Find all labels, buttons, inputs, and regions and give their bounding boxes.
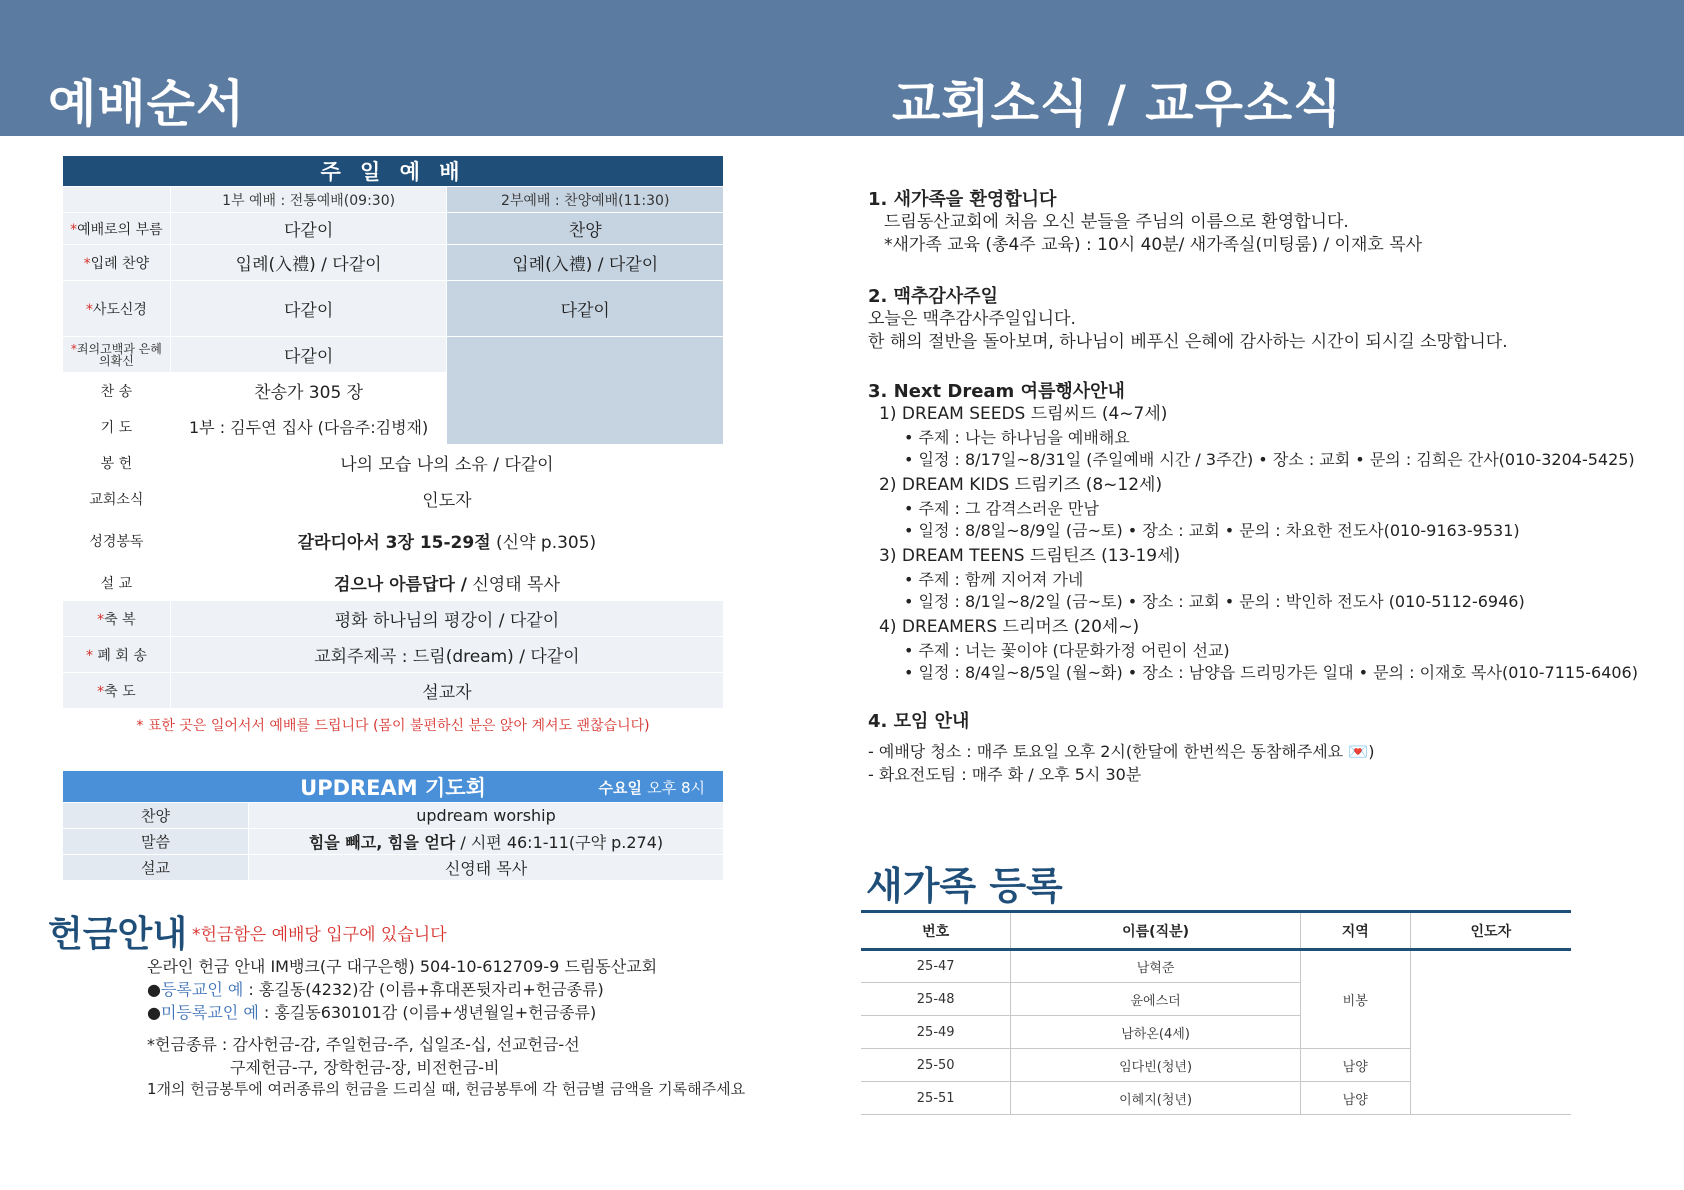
row-label: *축 도 — [63, 673, 171, 709]
second-service-cell: 입례(入禮) / 다같이 — [447, 245, 724, 281]
offering-types-cont: 구제헌금-구, 장학헌금-장, 비전헌금-비 — [230, 1058, 500, 1077]
both-services-cell: 나의 모습 나의 소유 / 다같이 — [170, 445, 723, 481]
news-section-4: 4. 모임 안내 - 예배당 청소 : 매주 토요일 오후 2시(한달에 한번씩은 동참해주세요 💌) - 화요전도팀 : 매주 화 / 오후 5시 30분 — [868, 711, 1375, 784]
both-services-cell: 교회주제곡 : 드림(dream) / 다같이 — [170, 637, 723, 673]
standing-note: * 표한 곳은 일어서서 예배를 드립니다 (몸이 불편하신 분은 앉아 계셔도 괜찮습니다) — [136, 718, 650, 734]
column-header: 이름(직분) — [1011, 912, 1300, 950]
event-name: 1) DREAM SEEDS 드림씨드 (4~7세) — [879, 404, 1168, 424]
updream-message-cell: 힘을 빼고, 힘을 얻다 / 시편 46:1-11(구약 p.274) — [249, 829, 724, 855]
updream-time: 수요일 오후 8시 — [598, 779, 705, 797]
section-heading: 1. 새가족을 환영합니다 — [868, 189, 1057, 210]
sunday-worship-table — [62, 155, 724, 709]
region-group-cell: 비봉 — [1300, 950, 1410, 1049]
table-row: 25-47 남혁준 비봉 — [861, 950, 1571, 983]
both-services-cell: 설교자 — [170, 673, 723, 709]
first-service-header: 1부 예배 : 전통예배(09:30) — [170, 187, 447, 213]
row-label: 말씀 — [63, 829, 249, 855]
section-heading: 4. 모임 안내 — [868, 711, 970, 732]
table-row: 25-48 윤에스더 — [861, 983, 1571, 1016]
updream-title: UPDREAM 기도회 — [300, 775, 486, 800]
updream-cell: updream worship — [249, 803, 724, 829]
worship-order-title: 예배순서 — [48, 75, 246, 133]
second-service-header: 2부예배 : 찬양예배(11:30) — [447, 187, 724, 213]
church-news-title: 교회소식 / 교우소식 — [892, 75, 1343, 133]
updream-header — [63, 771, 724, 803]
row-label: *사도신경 — [63, 281, 171, 337]
first-service-cell: 입례(入禮) / 다같이 — [170, 245, 447, 281]
sunday-worship-title: 주 일 예 배 — [63, 156, 724, 187]
first-service-cell: 다같이 — [170, 281, 447, 337]
event-name: 2) DREAM KIDS 드림키즈 (8~12세) — [879, 475, 1163, 495]
row-label: 봉 헌 — [63, 445, 171, 481]
row-label: *축 복 — [63, 601, 171, 637]
row-label: 찬양 — [63, 803, 249, 829]
news-section-1: 1. 새가족을 환영합니다 드림동산교회에 처음 오신 분들을 주님의 이름으로 환영합니다. *새가족 교육 (총4주 교육) : 10시 40분/ 새가족실(미팅룸) / 이재호 목사 — [868, 189, 1423, 255]
table-row: 25-49 남하온(4세) — [861, 1016, 1571, 1049]
first-service-cell: 1부 : 김두연 집사 (다음주:김병재) — [170, 409, 447, 445]
online-offering-info: 온라인 헌금 안내 IM뱅크(구 대구은행) 504-10-612709-9 드림동산교회 — [147, 957, 658, 976]
event-name: 4) DREAMERS 드리머즈 (20세~) — [879, 617, 1140, 637]
row-label: *죄의고백과 은혜의확신 — [63, 337, 171, 373]
offering-subtitle: *헌금함은 예배당 입구에 있습니다 — [192, 925, 447, 945]
updream-cell: 신영태 목사 — [249, 855, 724, 881]
second-service-cell: 찬양 — [447, 213, 724, 245]
registered-example: ●등록교인 예 : 홍길동(4232)감 (이름+휴대폰뒷자리+헌금종류) — [147, 980, 604, 999]
first-service-cell: 다같이 — [170, 337, 447, 373]
unregistered-example: ●미등록교인 예 : 홍길동630101감 (이름+생년월일+헌금종류) — [147, 1003, 597, 1022]
row-label: 설교 — [63, 855, 249, 881]
both-services-cell: 인도자 — [170, 481, 723, 517]
column-header: 지역 — [1300, 912, 1410, 950]
second-service-empty — [447, 337, 724, 445]
column-header: 번호 — [861, 912, 1011, 950]
news-section-3: 3. Next Dream 여름행사안내 1) DREAM SEEDS 드림씨드 (4~7세) • 주제 : 나는 하나님을 예배해요 • 일정 : 8/17일~8/31일 (주일예배 시간 / 3주간) • 장소 : 교회 • 문의 : 김희은 간사(010-3204-5425) 2) DREAM KIDS 드림키즈 (8~12세) • 주제 : 그 감격스러운 만남 • 일정 : 8/8일~8/9일 (금~토) • 장소 : 교회 • 문의 : 차요한 전도사(010-9163-9531) 3) DREAM TEENS 드림틴즈 (13-19세) • 주제 : 함께 지어져 가네 • 일정 : 8/1일~8/2일 (금~토) • 장소 : 교회 • 문의 : 박인하 전도사 (010-5112-6946) 4) DREAMERS 드리머즈 (20세~) • 주제 : 너는 꽃이야 (다문화가정 어린이 선교) • 일정 : 8/4일~8/5일 (월~화) • 장소 : 남양읍 드리밍가든 일대 • 문의 : 이재호 목사(010-7115-6406) — [868, 381, 1638, 682]
guide-cell — [1410, 950, 1571, 1115]
row-label: 설 교 — [63, 565, 171, 601]
scripture-reading-cell: 갈라디아서 3장 15-29절 (신약 p.305) — [170, 517, 723, 565]
section-heading: 2. 맥추감사주일 — [868, 286, 998, 307]
first-service-cell: 찬송가 305 장 — [170, 373, 447, 409]
table-row: 25-50 임다빈(청년) 남양 — [861, 1049, 1571, 1082]
row-label: 찬 송 — [63, 373, 171, 409]
event-name: 3) DREAM TEENS 드림틴즈 (13-19세) — [879, 546, 1181, 566]
offering-multi-note: 1개의 헌금봉투에 여러종류의 헌금을 드리실 때, 헌금봉투에 각 헌금별 금액을 기록해주세요 — [147, 1080, 746, 1098]
row-label: 교회소식 — [63, 481, 171, 517]
first-service-cell: 다같이 — [170, 213, 447, 245]
new-family-title: 새가족 등록 — [866, 864, 1063, 908]
second-service-cell: 다같이 — [447, 281, 724, 337]
table-row: 25-51 이혜지(청년) 남양 — [861, 1082, 1571, 1115]
row-label: *입례 찬양 — [63, 245, 171, 281]
header-bar — [0, 0, 1684, 136]
updream-table — [62, 770, 724, 881]
offering-title: 헌금안내 — [48, 914, 188, 955]
row-label: *예배로의 부름 — [63, 213, 171, 245]
sermon-cell: 검으나 아름답다 / 신영태 목사 — [170, 565, 723, 601]
both-services-cell: 평화 하나님의 평강이 / 다같이 — [170, 601, 723, 637]
section-heading: 3. Next Dream 여름행사안내 — [868, 381, 1125, 402]
column-header: 인도자 — [1410, 912, 1571, 950]
offering-types: *헌금종류 : 감사헌금-감, 주일헌금-주, 십일조-십, 선교헌금-선 — [147, 1035, 580, 1054]
row-label: 기 도 — [63, 409, 171, 445]
row-label: * 폐 회 송 — [63, 637, 171, 673]
row-label: 성경봉독 — [63, 517, 171, 565]
new-family-table — [861, 910, 1571, 1115]
news-section-2: 2. 맥추감사주일 오늘은 맥추감사주일입니다. 한 해의 절반을 돌아보며, 하나님이 베푸신 은혜에 감사하는 시간이 되시길 소망합니다. — [868, 286, 1508, 352]
